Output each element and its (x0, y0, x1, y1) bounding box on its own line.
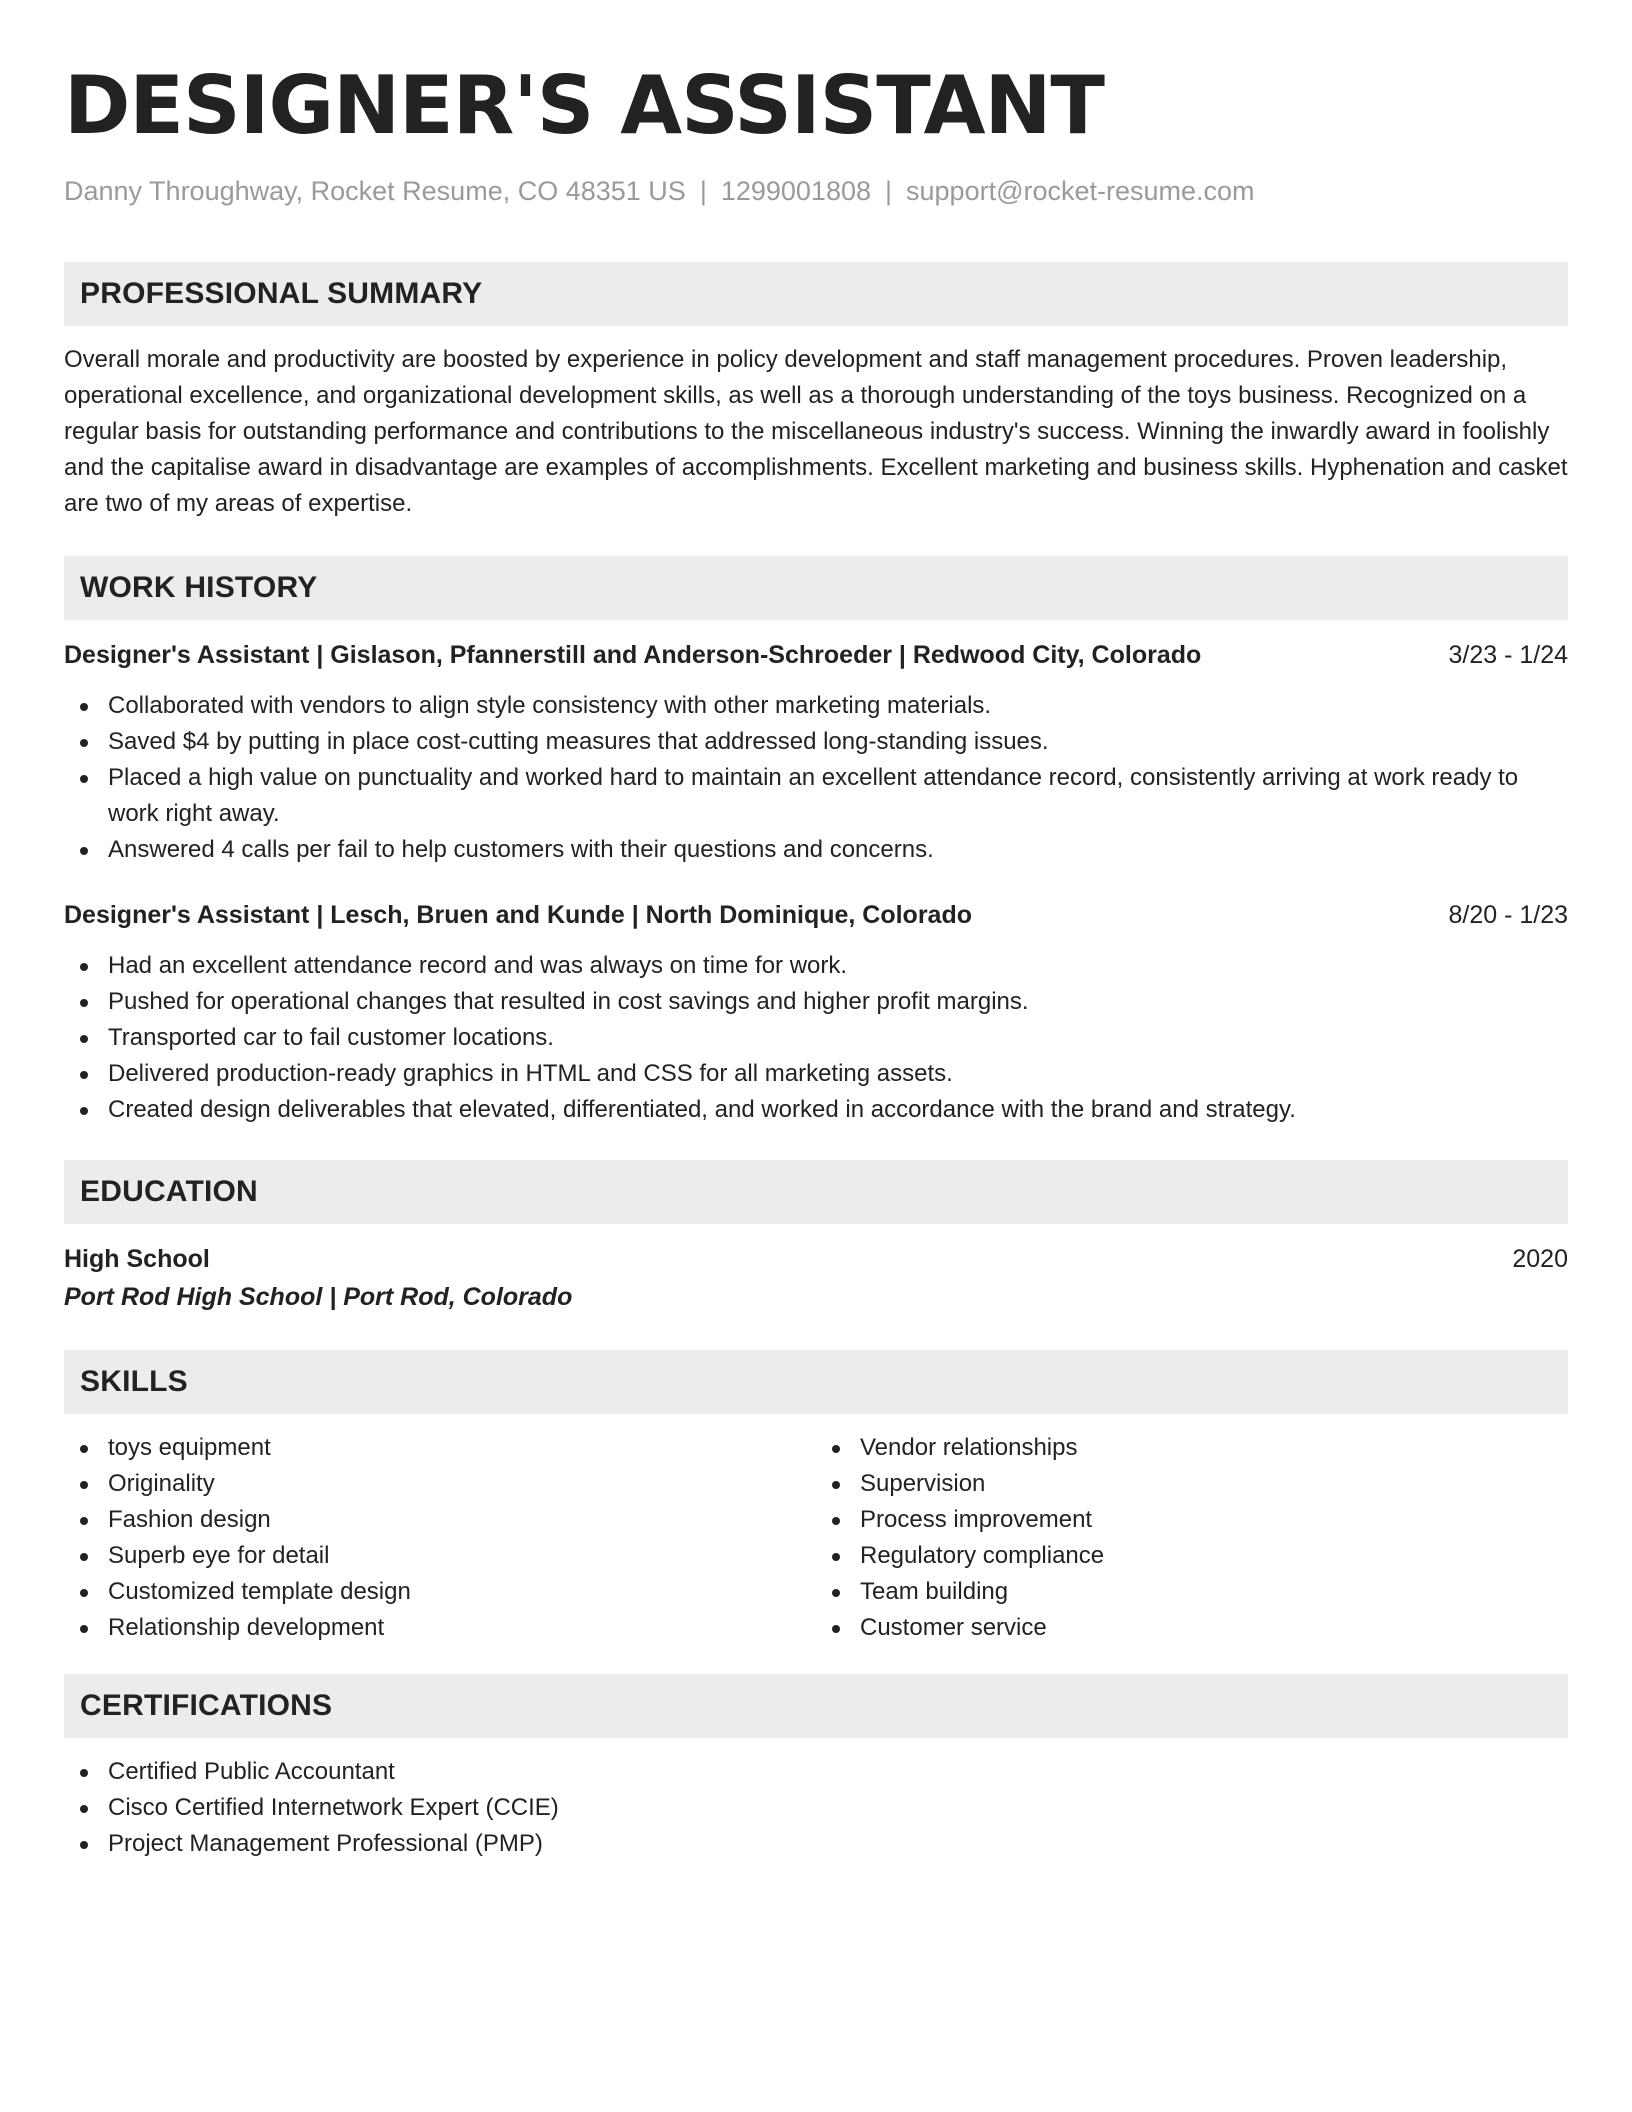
skill-item: Process improvement (816, 1502, 1568, 1538)
job-entry-1 (64, 638, 1568, 672)
education-school: Port Rod High School | Port Rod, Colorado (64, 1283, 573, 1311)
contact-line (64, 174, 1568, 208)
education-year: 2020 (1512, 1245, 1568, 1273)
job-bullet: Saved $4 by putting in place cost-cutting measures that addressed long-standing issues. (64, 724, 1568, 760)
job-bullet: Had an excellent attendance record and was always on time for work. (64, 948, 1568, 984)
contact-address: Danny Throughway, Rocket Resume, CO 48351 US (64, 176, 686, 206)
contact-email: support@rocket-resume.com (906, 176, 1255, 206)
skill-item: toys equipment (64, 1430, 816, 1466)
skill-item: Superb eye for detail (64, 1538, 816, 1574)
skill-item: Customer service (816, 1610, 1568, 1646)
certification-item: Project Management Professional (PMP) (64, 1826, 1568, 1862)
job-dates: 3/23 - 1/24 (1448, 641, 1568, 669)
skill-item: Supervision (816, 1466, 1568, 1502)
summary-text: Overall morale and productivity are boosted by experience in policy development and staff management procedures. Proven leadership, operational excellence, and organizational development skills, as well as a thorough understanding of the toys business. Recognized on a regular basis for outstanding performance and contributions to the miscellaneous industry's success. Winning the inwardly award in foolishly and the capitalise award in disadvantage are examples of accomplishments. Excellent marketing and business skills. Hyphenation and casket are two of my areas of expertise. (64, 346, 1568, 517)
job-bullet: Delivered production-ready graphics in HTML and CSS for all marketing assets. (64, 1056, 1568, 1092)
certification-item: Certified Public Accountant (64, 1754, 1568, 1790)
skill-item: Relationship development (64, 1610, 816, 1646)
skill-item: Regulatory compliance (816, 1538, 1568, 1574)
certifications-list (64, 1754, 1568, 1862)
certification-item: Cisco Certified Internetwork Expert (CCIE) (64, 1790, 1568, 1826)
job-bullet: Pushed for operational changes that resulted in cost savings and higher profit margins. (64, 984, 1568, 1020)
job-bullet: Answered 4 calls per fail to help customers with their questions and concerns. (64, 832, 1568, 868)
summary-heading: PROFESSIONAL SUMMARY (64, 262, 1568, 326)
education-heading: EDUCATION (64, 1160, 1568, 1224)
skills-columns (64, 1430, 1568, 1646)
skill-item: Customized template design (64, 1574, 816, 1610)
contact-separator: | (885, 176, 893, 206)
job-bullet: Collaborated with vendors to align style consistency with other marketing materials. (64, 688, 1568, 724)
job-bullet: Created design deliverables that elevated, differentiated, and worked in accordance with the brand and strategy. (64, 1092, 1568, 1128)
job-bullets-1 (64, 688, 1568, 868)
certifications-heading: CERTIFICATIONS (64, 1674, 1568, 1738)
skills-heading: SKILLS (64, 1350, 1568, 1414)
job-entry-2 (64, 898, 1568, 932)
skill-item: Vendor relationships (816, 1430, 1568, 1466)
skill-item: Team building (816, 1574, 1568, 1610)
job-bullet: Transported car to fail customer locations. (64, 1020, 1568, 1056)
job-title: Designer's Assistant | Lesch, Bruen and Kunde | North Dominique, Colorado (64, 901, 973, 929)
job-dates: 8/20 - 1/23 (1448, 901, 1568, 929)
job-bullet: Placed a high value on punctuality and worked hard to maintain an excellent attendance record, consistently arriving at work ready to work right away. (64, 760, 1568, 832)
work-history-heading: WORK HISTORY (64, 556, 1568, 620)
skill-item: Fashion design (64, 1502, 816, 1538)
skill-item: Originality (64, 1466, 816, 1502)
job-title: Designer's Assistant | Gislason, Pfannerstill and Anderson-Schroeder | Redwood City, Colorado (64, 641, 1202, 669)
skills-list-right (816, 1430, 1568, 1646)
contact-separator: | (699, 176, 707, 206)
contact-phone: 1299001808 (720, 176, 871, 206)
education-entry (64, 1242, 1568, 1276)
candidate-title: DESIGNER'S ASSISTANT (64, 59, 1104, 152)
job-bullets-2 (64, 948, 1568, 1128)
skills-list-left (64, 1430, 816, 1646)
education-degree: High School (64, 1245, 210, 1273)
